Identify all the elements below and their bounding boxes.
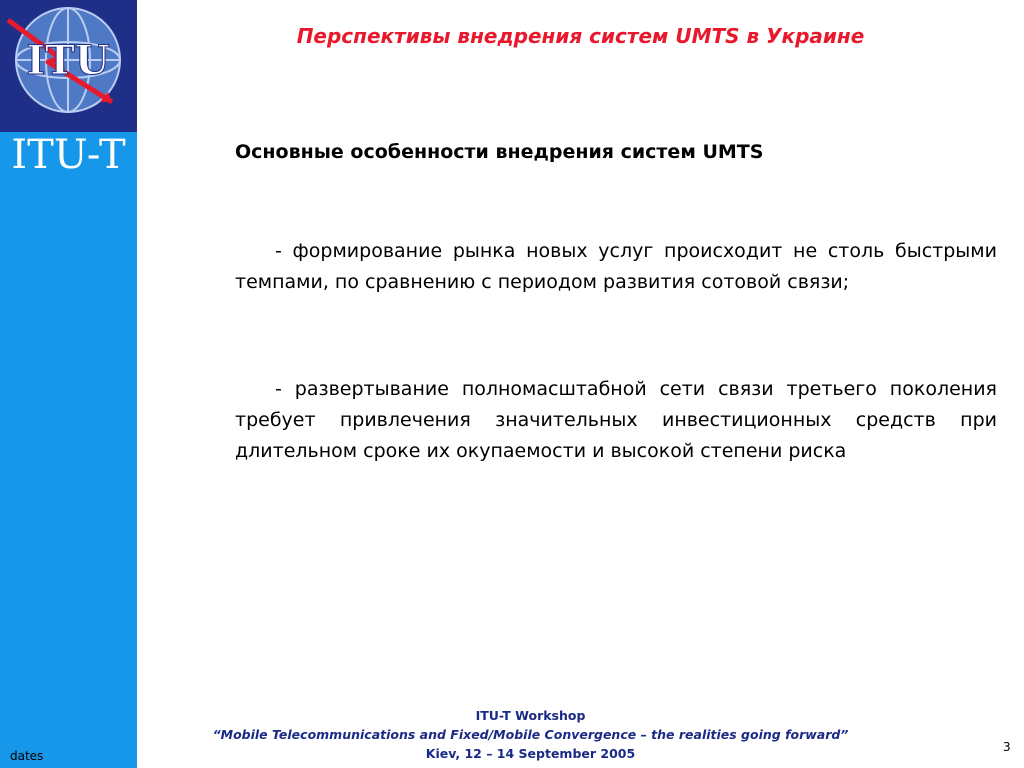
paragraph-text: - формирование рынка новых услуг происходит не столь быстрыми темпами, по сравнению с периодом развития сотовой связи; — [235, 240, 997, 293]
sidebar — [0, 0, 137, 768]
body-paragraph — [235, 374, 997, 467]
footer — [137, 706, 924, 763]
slide-title: Перспективы внедрения систем UMTS в Украине — [296, 24, 865, 48]
svg-text:ITU: ITU — [26, 37, 110, 84]
section-heading: Основные особенности внедрения систем UMTS — [235, 141, 764, 163]
page-number: 3 — [1003, 740, 1011, 754]
footer-place-date: Kiev, 12 – 14 September 2005 — [425, 746, 636, 761]
footer-workshop-title: ITU-T Workshop — [475, 708, 586, 723]
paragraph-text: - развертывание полномасштабной сети связи третьего поколения требует привлечения значительных инвестиционных средств при длительном сроке их окупаемости и высокой степени риска — [235, 378, 997, 462]
itu-globe-logo-icon — [0, 0, 137, 132]
itu-t-brand: ITU-T — [11, 132, 126, 178]
body-paragraph — [235, 236, 997, 298]
itu-logo — [0, 0, 137, 132]
footer-workshop-theme: “Mobile Telecommunications and Fixed/Mobile Convergence – the realities going forward” — [212, 727, 849, 742]
dates-placeholder: dates — [10, 749, 44, 763]
